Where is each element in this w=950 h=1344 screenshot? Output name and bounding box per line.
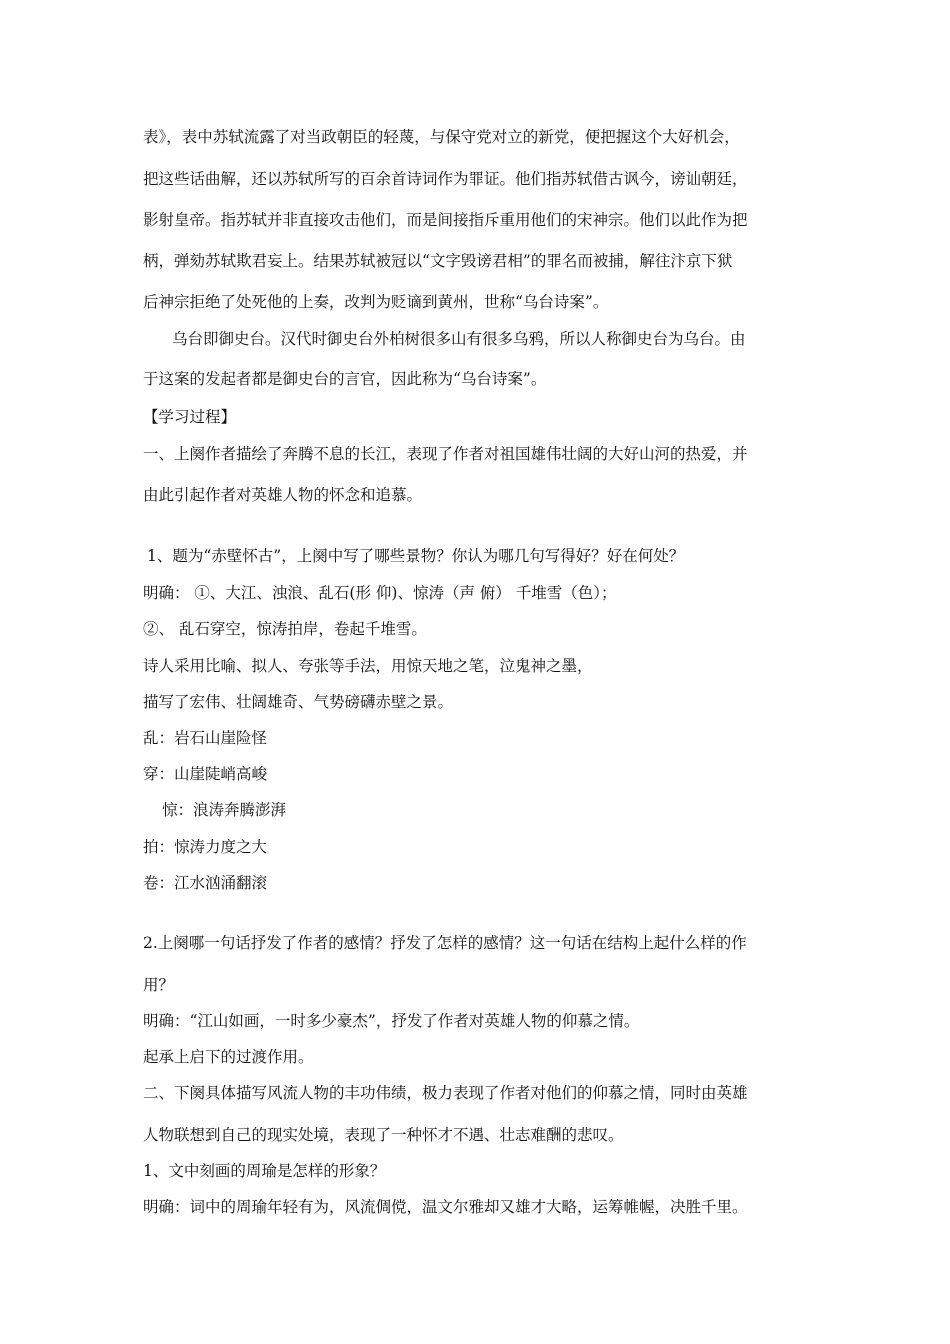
text-line-5: 后神宗拒绝了处死他的上奏，改判为贬谪到黄州，世称“乌台诗案”。: [143, 293, 609, 311]
text-line-15: 描写了宏伟、壮阔雄奇、气势磅礴赤壁之景。: [143, 693, 454, 711]
gloss-luan: 乱：岩石山崖险怪: [143, 729, 268, 747]
answer-2-line-2: 起承上启下的过渡作用。: [143, 1048, 314, 1066]
question-2-continued: 用？: [143, 976, 175, 994]
text-line-7: 于这案的发起者都是御史台的言官，因此称为“乌台诗案”。: [143, 370, 547, 388]
answer-3: 明确：词中的周瑜年轻有为，风流倜傥，温文尔雅却又雄才大略，运筹帷幄，决胜千里。: [143, 1198, 748, 1216]
text-line-9: 一、上阕作者描绘了奔腾不息的长江，表现了作者对祖国雄伟壮阔的大好山河的热爱，并: [143, 445, 748, 463]
gloss-jing: 惊：浪涛奔腾澎湃: [162, 801, 287, 819]
text-line-26: 人物联想到自己的现实处境，表现了一种怀才不遇、壮志难酬的悲叹。: [143, 1126, 624, 1144]
question-2: 2.上阕哪一句话抒发了作者的感情？抒发了怎样的感情？这一句话在结构上起什么样的作: [143, 934, 747, 952]
text-line-10: 由此引起作者对英雄人物的怀念和追慕。: [143, 486, 423, 504]
text-line-3: 影射皇帝。指苏轼并非直接攻击他们，而是间接指斥重用他们的宋神宗。他们以此作为把: [143, 211, 748, 229]
text-line-25: 二、下阕具体描写风流人物的丰功伟绩，极力表现了作者对他们的仰慕之情，同时由英雄: [143, 1084, 748, 1102]
question-1: 1、题为“赤壁怀古”，上阕中写了哪些景物？你认为哪几句写得好？好在何处？: [147, 547, 685, 565]
text-line-6: 乌台即御史台。汉代时御史台外柏树很多山有很多乌鸦，所以人称御史台为乌台。由: [172, 330, 746, 348]
section-heading-learning-process: 【学习过程】: [143, 408, 237, 426]
gloss-pai: 拍：惊涛力度之大: [143, 838, 268, 856]
gloss-chuan: 穿：山崖陡峭高峻: [143, 765, 268, 783]
text-line-1: 表》，表中苏轼流露了对当政朝臣的轻蔑，与保守党对立的新党，便把握这个大好机会，: [143, 128, 740, 146]
question-3: 1、文中刻画的周瑜是怎样的形象？: [143, 1162, 386, 1180]
text-line-4: 柄，弹劾苏轼欺君妄上。结果苏轼被冠以“文字毁谤君相”的罪名而被捕，解往汴京下狱: [143, 252, 733, 270]
answer-line-1: 明确： ①、大江、浊浪、乱石(形 仰)、惊涛（声 俯） 千堆雪（色）；: [143, 584, 617, 602]
gloss-juan: 卷：江水汹涌翻滚: [143, 874, 268, 892]
answer-line-2: ②、 乱石穿空，惊涛拍岸，卷起千堆雪。: [143, 620, 427, 638]
text-line-14: 诗人采用比喻、拟人、夸张等手法，用惊天地之笔，泣鬼神之墨，: [143, 657, 593, 675]
answer-2-line-1: 明确：“江山如画，一时多少豪杰”，抒发了作者对英雄人物的仰慕之情。: [143, 1012, 640, 1030]
text-line-2: 把这些话曲解，还以苏轼所写的百余首诗词作为罪证。他们指苏轼借古讽今，谤讪朝廷，: [143, 170, 748, 188]
